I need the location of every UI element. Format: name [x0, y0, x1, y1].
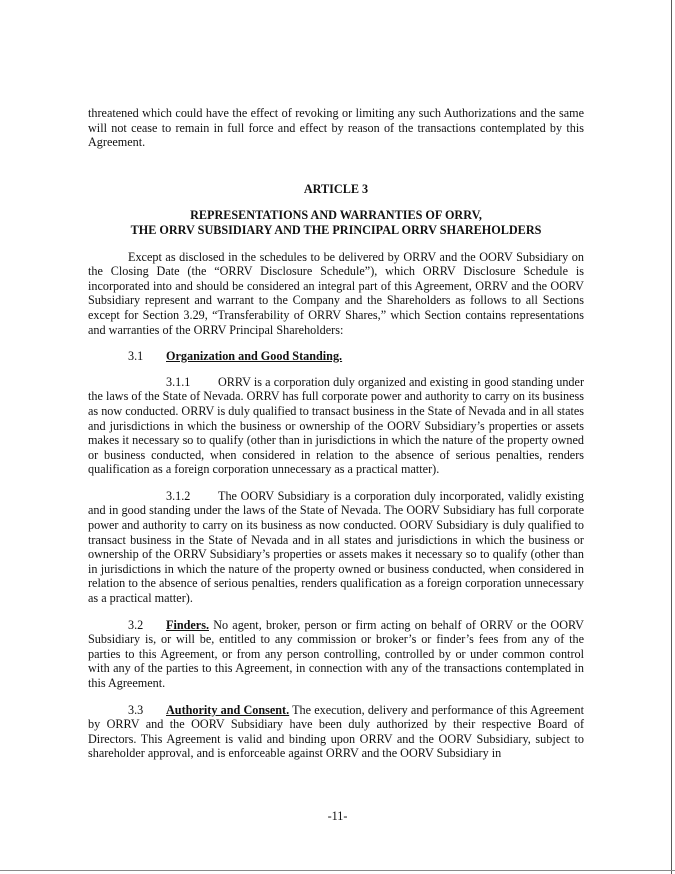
section-3-2-text: No agent, broker, person or firm acting on behalf of ORRV or the OORV Subsidiary is, or will be, entitled to any commission or broker’s or finder’s fees from any of the parties to this Agreement, or from any person controlling, controlled by or under common control with any of the parties to this Agreement, in connection with any of the transactions contemplated in this Agreement.	[88, 617, 584, 690]
page-edge-right	[671, 0, 672, 874]
section-3-1-number: 3.1	[128, 349, 144, 364]
continued-paragraph: threatened which could have the effect of revoking or limiting any such Authorizations and the same will not cease to remain in full force and effect by reason of the transactions contemplated by this Agreement.	[88, 106, 584, 150]
section-3-3-text: The execution, delivery and performance of this Agreement by ORRV and the OORV Subsidiary have been duly authorized by their respective Board of Directors. This Agreement is valid and binding upon ORRV and the OORV Subsidiary, subject to shareholder approval, and is enforceable against ORRV and the OORV Subsidiary in	[88, 702, 584, 761]
section-3-1-2-number: 3.1.2	[166, 488, 191, 503]
section-3-1-2-text: The OORV Subsidiary is a corporation duly incorporated, validly existing and in good standing under the laws of the State of Nevada. The OORV Subsidiary has full corporate power and authority to carry on its business as now conducted. OORV Subsidiary is duly qualified to transact business in the State of Nevada and in all states and jurisdictions in which the business or ownership of the ORRV Subsidiary’s properties or assets makes it necessary so to qualify (other than in jurisdictions in which the nature of the property owned or business conducted, when considered in relation to the absence of serious penalties, renders qualification as a foreign corporation unnecessary as a practical matter).	[88, 488, 584, 606]
section-3-2-heading: Finders.	[166, 617, 209, 632]
section-3-1-1	[88, 375, 584, 477]
page-edge-bottom	[0, 870, 675, 871]
article-heading	[88, 208, 584, 237]
section-3-1-2	[88, 489, 584, 606]
section-3-2	[88, 618, 584, 691]
section-3-1-1-text: ORRV is a corporation duly organized and existing in good standing under the laws of the State of Nevada. ORRV has full corporate power and authority to carry on its business as now conducted. ORRV is duly qualified to transact business in the State of Nevada and in all states and jurisdictions in which the business or ownership of the OORV Subsidiary’s properties or assets makes it necessary so to qualify (other than in jurisdictions in which the nature of the property owned or business conducted, when considered in relation to the absence of serious penalties, renders qualification as a foreign corporation unnecessary as a practical matter).	[88, 374, 585, 477]
section-3-3-number: 3.3	[128, 702, 144, 717]
article-heading-line2: THE ORRV SUBSIDIARY AND THE PRINCIPAL ORRV SHAREHOLDERS	[130, 222, 542, 237]
section-3-3-heading: Authority and Consent.	[166, 702, 290, 717]
section-3-1-heading: Organization and Good Standing.	[166, 349, 343, 364]
article-title: ARTICLE 3	[303, 181, 369, 196]
article-heading-line1: REPRESENTATIONS AND WARRANTIES OF ORRV,	[190, 208, 482, 223]
section-3-1-1-number: 3.1.1	[166, 374, 191, 389]
intro-paragraph: Except as disclosed in the schedules to be delivered by ORRV and the OORV Subsidiary on the Closing Date (the “ORRV Disclosure Schedule”), which ORRV Disclosure Schedule is incorporated into and should be considered an integral part of this Agreement, ORRV and the OORV Subsidiary represent and warrant to the Company and the Shareholders as follows to all Sections except for Section 3.29, “Transferability of ORRV Shares,” which Section contains representations and warranties of the ORRV Principal Shareholders:	[88, 249, 584, 337]
page-number: -11-	[327, 809, 348, 823]
section-3-2-number: 3.2	[128, 617, 144, 632]
section-3-1	[88, 349, 584, 364]
document-body	[88, 106, 584, 761]
section-3-3	[88, 703, 584, 761]
